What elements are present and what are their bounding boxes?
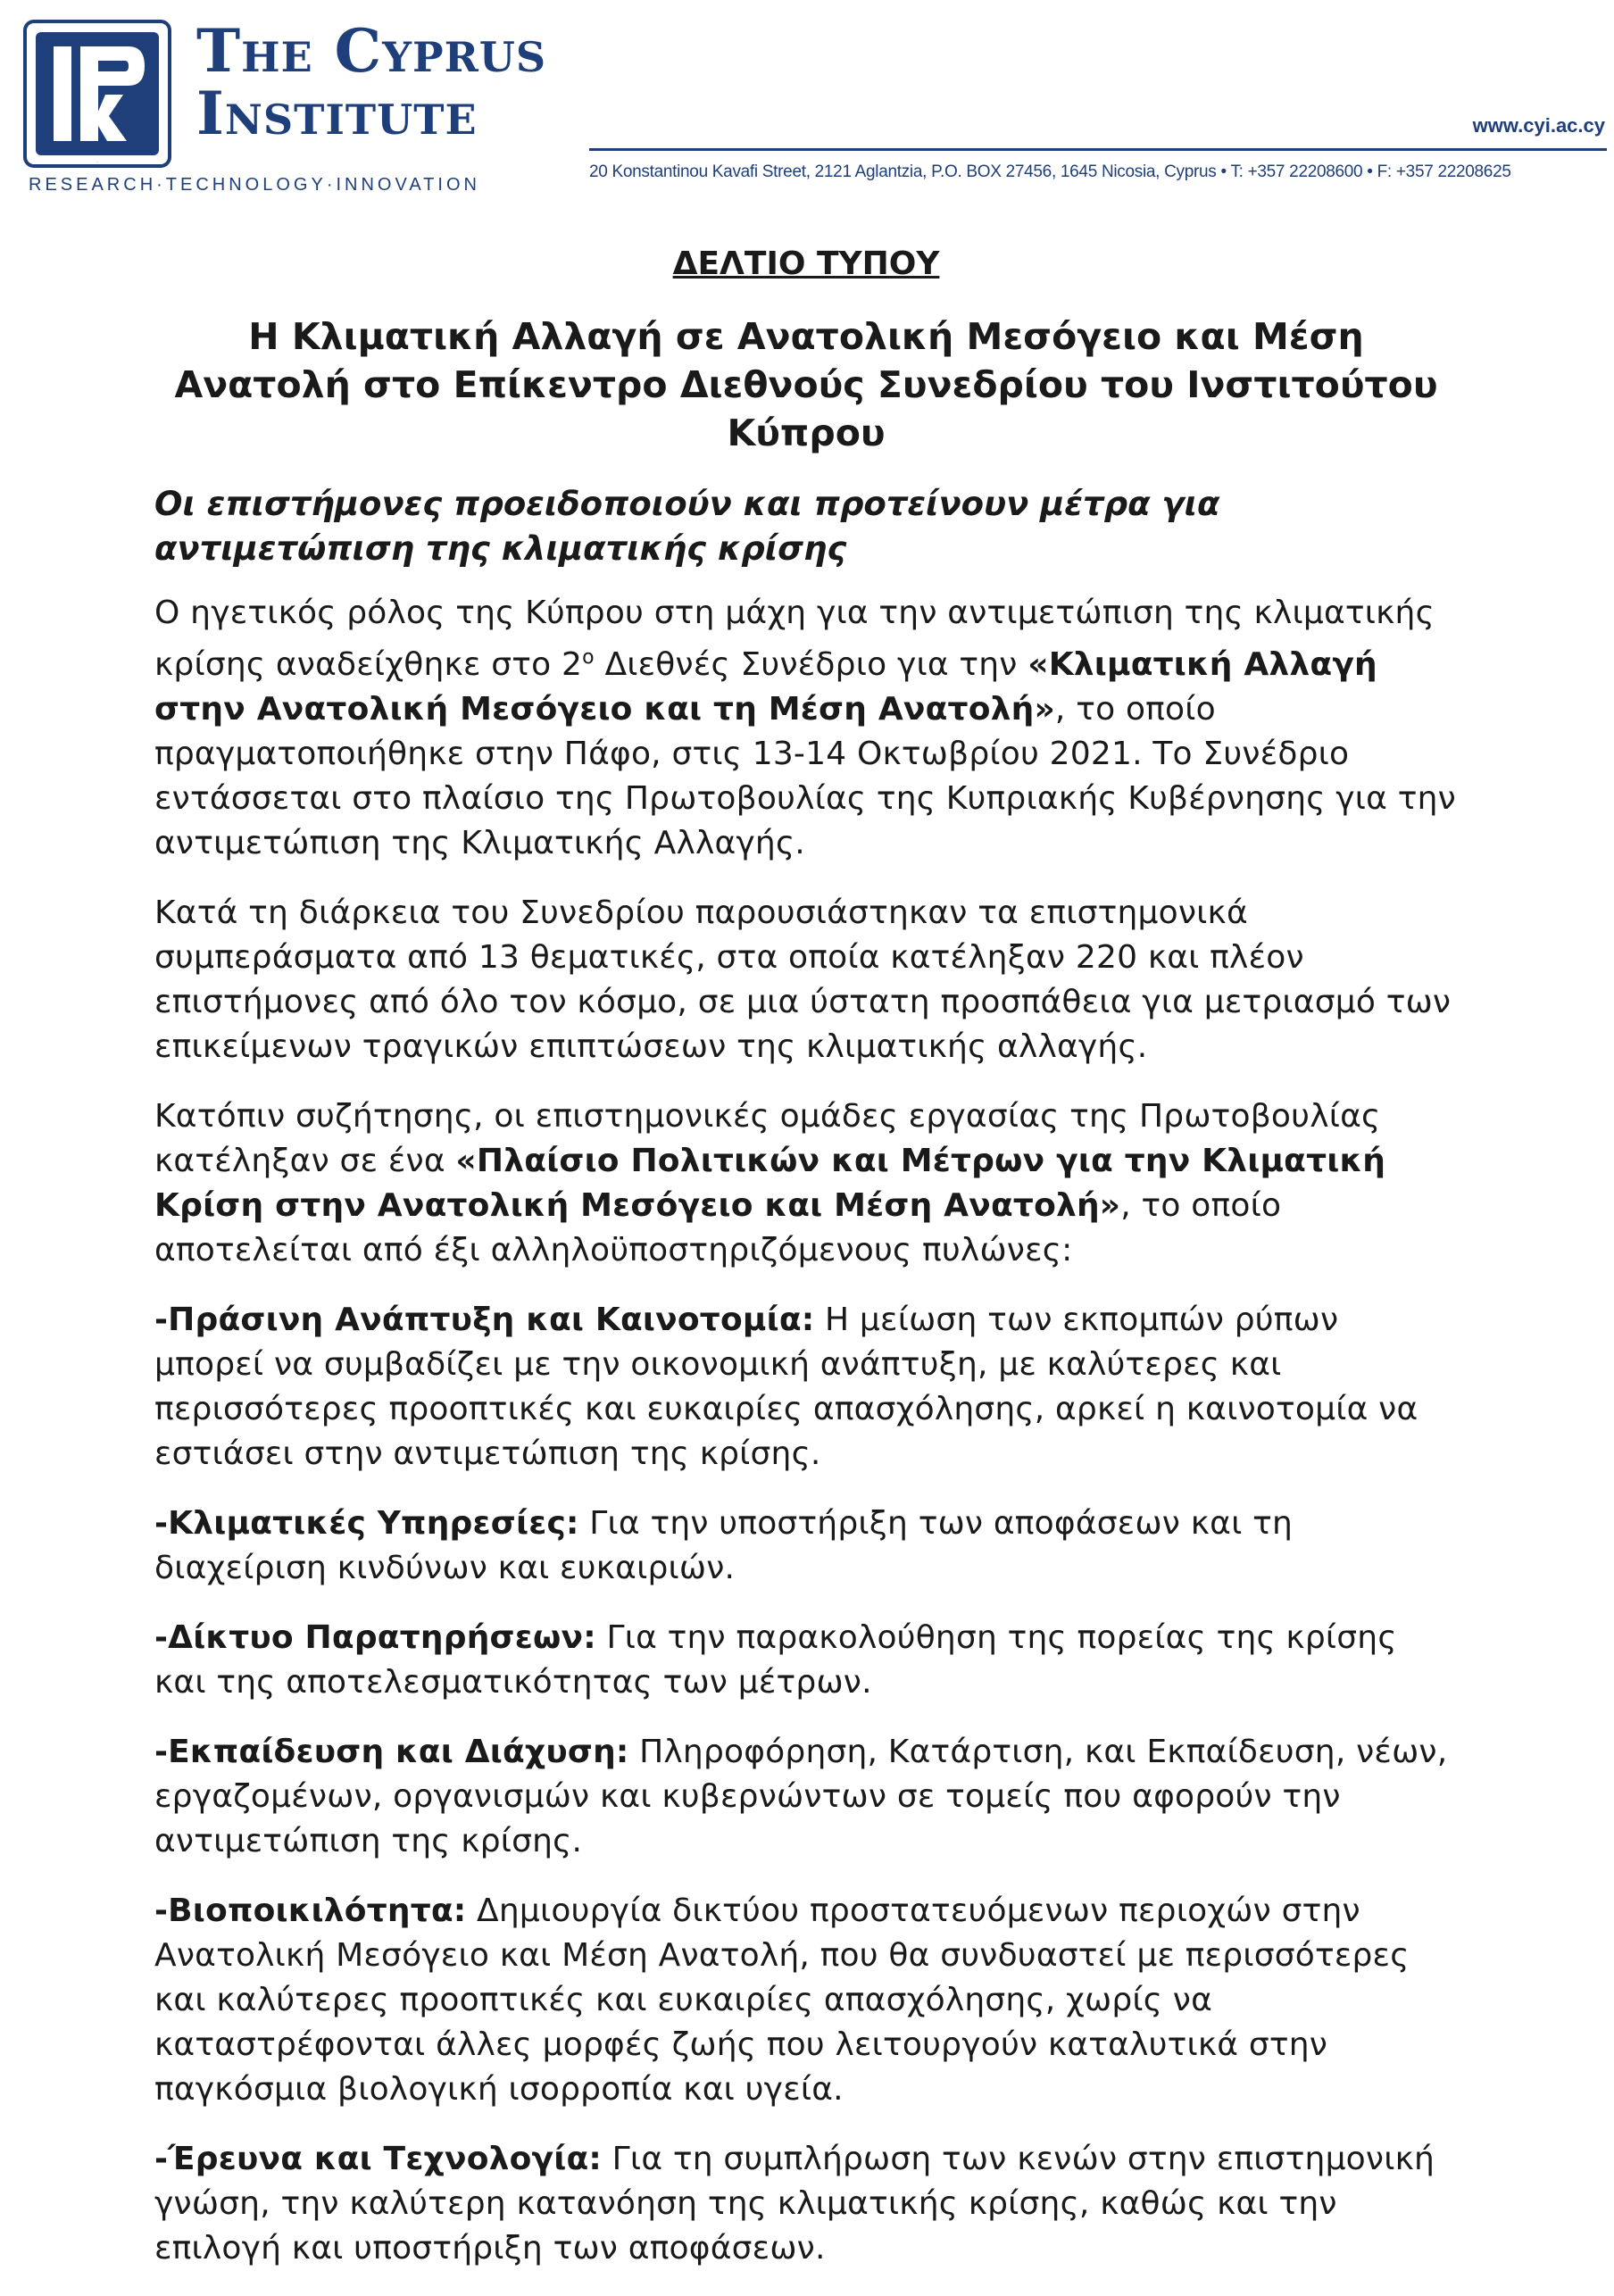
cyi-logo <box>23 20 171 168</box>
p1-text-b: Διεθνές Συνέδριο για την <box>594 646 1028 683</box>
paragraph-framework <box>154 1094 1458 1273</box>
pillar-item <box>154 1889 1458 2112</box>
p1-bold: «Κλιματική Αλλαγή στην Ανατολική Μεσόγειο και τη Μέση Ανατολή» <box>154 646 1377 728</box>
subheading: Οι επιστήμονες προειδοποιούν και προτείνουν μέτρα για αντιμετώπιση της κλιματικής κρίσης <box>154 485 1220 568</box>
p1-sup: ο <box>582 646 595 669</box>
pillar-item <box>154 2137 1458 2271</box>
pillar-title: -Βιοποικιλότητα: <box>154 1893 467 1929</box>
p1-text-c: , το οποίο πραγματοποιήθηκε στην Πάφο, στις 13-14 Οκτωβρίου 2021. Το Συνέδριο εντάσσεται στο πλαίσιο της Πρωτοβουλίας της Κυπριακής Κυβέρνησης για την αντιμετώπιση της Κλιματικής Αλλαγής. <box>154 691 1456 861</box>
headline: Η Κλιματική Αλλαγή σε Ανατολική Μεσόγειο και Μέση Ανατολή στο Επίκεντρο Διεθνούς Συνεδρίου του Ινστιτούτου Κύπρου <box>174 315 1438 454</box>
letterhead <box>0 0 1614 207</box>
address-line: 20 Konstantinou Kavafi Street, 2121 Aglantzia, P.O. BOX 27456, 1645 Nicosia, Cyprus • T: +357 22208600 • F: +357 22208625 <box>589 162 1511 181</box>
p3-text-a: Κατόπιν συζήτησης, οι επιστημονικές ομάδες εργασίας της Πρωτοβουλίας κατέληξαν σε ένα <box>154 1098 1381 1179</box>
pillar-text: Για την παρακολούθηση της πορείας της κρίσης και της αποτελεσματικότητας των μέτρων. <box>154 1619 1397 1701</box>
pillar-item <box>154 1616 1458 1705</box>
pillar-item <box>154 1730 1458 1864</box>
pillar-title: -Πράσινη Ανάπτυξη και Καινοτομία: <box>154 1302 815 1338</box>
p3-text-b: , το οποίο αποτελείται από έξι αλληλοϋποστηριζόμενους πυλώνες: <box>154 1187 1282 1269</box>
website-link[interactable]: www.cyi.ac.cy <box>1472 114 1605 137</box>
pillar-title: -Έρευνα και Τεχνολογία: <box>154 2141 603 2177</box>
pillar-title: -Δίκτυο Παρατηρήσεων: <box>154 1619 596 1656</box>
pillar-title: -Κλιματικές Υπηρεσίες: <box>154 1505 579 1542</box>
pillar-text: Για τη συμπλήρωση των κενών στην επιστημονική γνώση, την καλύτερη κατανόηση της κλιματικής κρίσης, καθώς και την επιλογή και υποστήριξη των αποφάσεων. <box>154 2141 1435 2267</box>
pillar-item <box>154 1502 1458 1591</box>
p3-bold: «Πλαίσιο Πολιτικών και Μέτρων για την Κλιματική Κρίση στην Ανατολική Μεσόγειο και Μέση Ανατολή» <box>154 1143 1386 1224</box>
paragraph-intro <box>154 591 1458 866</box>
institute-name <box>196 16 571 148</box>
paragraph-conference: Κατά τη διάρκεια του Συνεδρίου παρουσιάστηκαν τα επιστημονικά συμπεράσματα από 13 θεματικές, στα οποία κατέληξαν 220 και πλέον επιστήμονες από όλο τον κόσμο, σε μια ύστατη προσπάθεια για μετριασμό των επικείμενων τραγικών επιπτώσεων της κλιματικής αλλαγής. <box>154 894 1452 1065</box>
tagline: RESEARCH·TECHNOLOGY·INNOVATION <box>29 175 480 195</box>
document-kicker: ΔΕΛΤΙΟ ΤΥΠΟΥ <box>672 245 940 282</box>
press-release-body <box>154 243 1458 2296</box>
header-divider <box>589 148 1607 151</box>
institute-name-line2: Institute <box>196 79 478 148</box>
p1-text-a: Ο ηγετικός ρόλος της Κύπρου στη μάχη για την αντιμετώπιση της κλιματικής κρίσης αναδείχθηκε στο 2 <box>154 595 1435 683</box>
pillar-text: Για την υποστήριξη των αποφάσεων και τη διαχείριση κινδύνων και ευκαιριών. <box>154 1505 1294 1586</box>
pillar-title: -Εκπαίδευση και Διάχυση: <box>154 1734 629 1770</box>
pillar-text: Πληροφόρηση, Κατάρτιση, και Εκπαίδευση, νέων, εργαζομένων, οργανισμών και κυβερνώντων σε τομείς που αφορούν την αντιμετώπιση της κρίσης. <box>154 1734 1448 1859</box>
institute-name-line1: The Cyprus <box>196 16 547 86</box>
pillar-item <box>154 1298 1458 1477</box>
pillar-text: Η μείωση των εκπομπών ρύπων μπορεί να συμβαδίζει με την οικονομική ανάπτυξη, με καλύτερες και περισσότερες προοπτικές και ευκαιρίες απασχόλησης, αρκεί η καινοτομία να εστιάσει στην αντιμετώπιση της κρίσης. <box>154 1302 1418 1472</box>
svg-text:CyI: CyI <box>96 162 98 163</box>
pillar-text: Δημιουργία δικτύου προστατευόμενων περιοχών στην Ανατολική Μεσόγειο και Μέση Ανατολή, που θα συνδυαστεί με περισσότερες και καλύτερες προοπτικές και ευκαιρίες απασχόλησης, χωρίς να καταστρέφονται άλλες μορφές ζωής που λειτουργούν καταλυτικά στην παγκόσμια βιολογική ισορροπία και υγεία. <box>154 1893 1410 2108</box>
